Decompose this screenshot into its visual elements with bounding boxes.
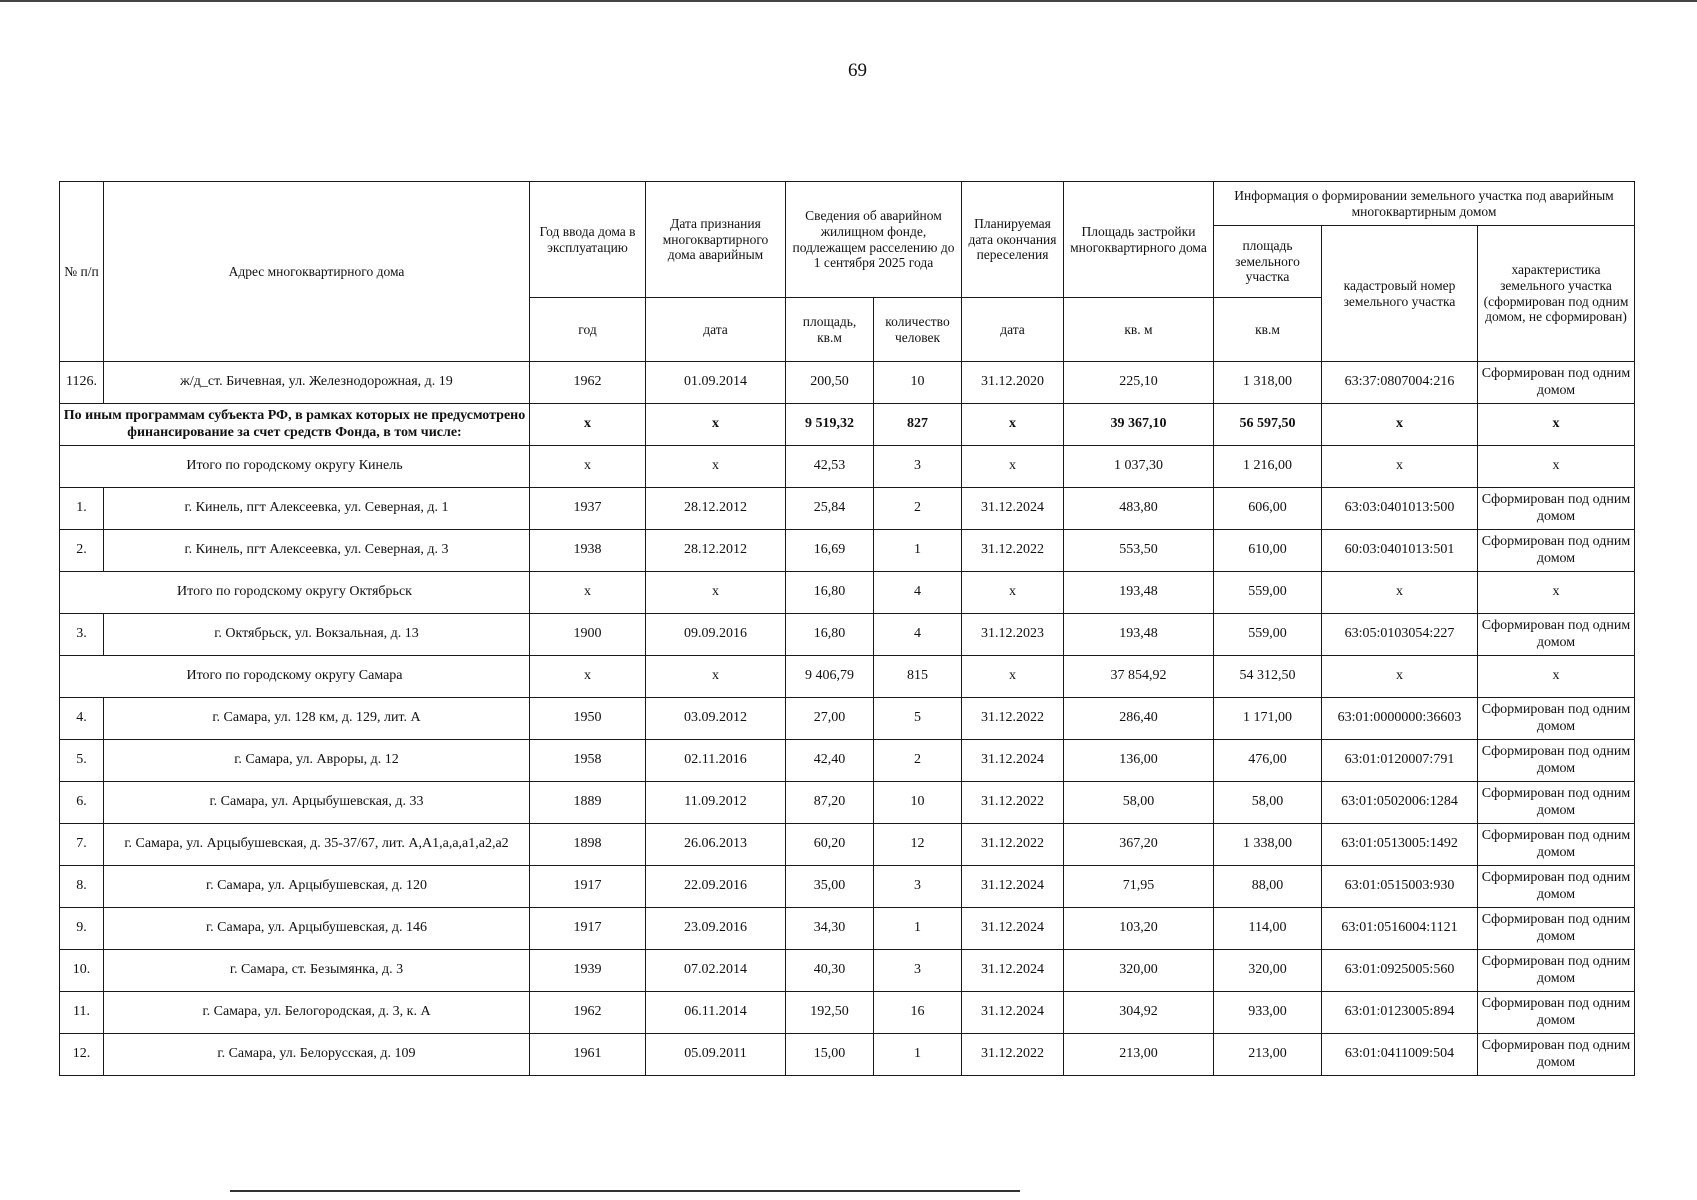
cell-area: 25,84 (786, 488, 874, 530)
row-address: г. Самара, ул. Белогородская, д. 3, к. А (104, 992, 530, 1034)
cell-cad: x (1322, 446, 1478, 488)
row-address: г. Кинель, пгт Алексеевка, ул. Северная, д. 1 (104, 488, 530, 530)
cell-date: 26.06.2013 (646, 824, 786, 866)
header-build-area: Площадь застройки многоквартирного дома (1064, 182, 1214, 298)
cell-people: 3 (874, 446, 962, 488)
cell-year: 1937 (530, 488, 646, 530)
cell-land: 1 318,00 (1214, 362, 1322, 404)
cell-area: 27,00 (786, 698, 874, 740)
cell-year: 1939 (530, 950, 646, 992)
subtotal-label: Итого по городскому округу Самара (60, 656, 530, 698)
cell-cad: x (1322, 572, 1478, 614)
cell-cad: 63:01:0513005:1492 (1322, 824, 1478, 866)
cell-people: 815 (874, 656, 962, 698)
cell-year: 1958 (530, 740, 646, 782)
cell-date: 03.09.2012 (646, 698, 786, 740)
top-edge-rule (0, 0, 1697, 2)
cell-build: 225,10 (1064, 362, 1214, 404)
cell-cad: 60:03:0401013:501 (1322, 530, 1478, 572)
cell-people: 1 (874, 908, 962, 950)
cell-area: 35,00 (786, 866, 874, 908)
cell-area: 9 406,79 (786, 656, 874, 698)
cell-cad: 63:05:0103054:227 (1322, 614, 1478, 656)
header-unit-date: дата (646, 298, 786, 362)
cell-char: x (1478, 446, 1635, 488)
row-number: 7. (60, 824, 104, 866)
cell-area: 15,00 (786, 1034, 874, 1076)
cell-build: 193,48 (1064, 572, 1214, 614)
table-row (60, 908, 1635, 950)
cell-land: 559,00 (1214, 614, 1322, 656)
cell-date: 28.12.2012 (646, 488, 786, 530)
table-row (60, 698, 1635, 740)
cell-land: 56 597,50 (1214, 404, 1322, 446)
row-address: г. Самара, ул. Арцыбушевская, д. 146 (104, 908, 530, 950)
row-address: г. Самара, ул. 128 км, д. 129, лит. А (104, 698, 530, 740)
header-emergency-info: Сведения об аварийном жилищном фонде, подлежащем расселению до 1 сентября 2025 года (786, 182, 962, 298)
cell-build: 304,92 (1064, 992, 1214, 1034)
table-row (60, 866, 1635, 908)
cell-cad: x (1322, 404, 1478, 446)
row-address: г. Кинель, пгт Алексеевка, ул. Северная, д. 3 (104, 530, 530, 572)
cell-cad: 63:01:0120007:791 (1322, 740, 1478, 782)
cell-date: 02.11.2016 (646, 740, 786, 782)
cell-end: 31.12.2022 (962, 824, 1064, 866)
table-row (60, 614, 1635, 656)
cell-cad: 63:01:0411009:504 (1322, 1034, 1478, 1076)
cell-land: 1 171,00 (1214, 698, 1322, 740)
bottom-edge-rule (230, 1190, 1020, 1192)
subtotal-row (60, 404, 1635, 446)
header-land-char: характеристика земельного участка (сформирован под одним домом, не сформирован) (1478, 226, 1635, 362)
row-number: 2. (60, 530, 104, 572)
cell-area: 42,53 (786, 446, 874, 488)
cell-date: 06.11.2014 (646, 992, 786, 1034)
cell-year: 1961 (530, 1034, 646, 1076)
cell-end: 31.12.2024 (962, 740, 1064, 782)
cell-year: x (530, 572, 646, 614)
cell-end: x (962, 446, 1064, 488)
header-recognition-date: Дата признания многоквартирного дома аварийным (646, 182, 786, 298)
cell-land: 606,00 (1214, 488, 1322, 530)
cell-char: x (1478, 404, 1635, 446)
subtotal-label: По иным программам субъекта РФ, в рамках которых не предусмотрено финансирование за счет средств Фонда, в том числе: (60, 404, 530, 446)
cell-end: 31.12.2022 (962, 530, 1064, 572)
cell-area: 40,30 (786, 950, 874, 992)
cell-build: 1 037,30 (1064, 446, 1214, 488)
cell-date: 11.09.2012 (646, 782, 786, 824)
cell-area: 192,50 (786, 992, 874, 1034)
cell-build: 103,20 (1064, 908, 1214, 950)
header-address: Адрес многоквартирного дома (104, 182, 530, 362)
cell-year: 1950 (530, 698, 646, 740)
cell-land: 88,00 (1214, 866, 1322, 908)
cell-char: Сформирован под одним домом (1478, 740, 1635, 782)
cell-build: 213,00 (1064, 1034, 1214, 1076)
cell-build: 71,95 (1064, 866, 1214, 908)
cell-char: Сформирован под одним домом (1478, 698, 1635, 740)
row-address: г. Самара, ул. Арцыбушевская, д. 120 (104, 866, 530, 908)
cell-build: 58,00 (1064, 782, 1214, 824)
cell-build: 286,40 (1064, 698, 1214, 740)
subtotal-label: Итого по городскому округу Октябрьск (60, 572, 530, 614)
cell-year: 1898 (530, 824, 646, 866)
table-row (60, 992, 1635, 1034)
cell-year: 1917 (530, 908, 646, 950)
cell-end: 31.12.2024 (962, 992, 1064, 1034)
header-unit-sqm2: кв.м (1214, 298, 1322, 362)
cell-build: 136,00 (1064, 740, 1214, 782)
cell-land: 476,00 (1214, 740, 1322, 782)
cell-date: 07.02.2014 (646, 950, 786, 992)
cell-people: 16 (874, 992, 962, 1034)
emergency-housing-table (59, 181, 1635, 1076)
cell-people: 1 (874, 530, 962, 572)
table-row (60, 950, 1635, 992)
cell-char: Сформирован под одним домом (1478, 362, 1635, 404)
row-number: 1. (60, 488, 104, 530)
cell-people: 1 (874, 1034, 962, 1076)
table-row (60, 782, 1635, 824)
cell-date: x (646, 656, 786, 698)
cell-build: 320,00 (1064, 950, 1214, 992)
row-number: 11. (60, 992, 104, 1034)
cell-build: 367,20 (1064, 824, 1214, 866)
header-unit-sqm: кв. м (1064, 298, 1214, 362)
row-address: г. Самара, ст. Безымянка, д. 3 (104, 950, 530, 992)
cell-end: 31.12.2024 (962, 908, 1064, 950)
cell-cad: 63:01:0515003:930 (1322, 866, 1478, 908)
row-number: 12. (60, 1034, 104, 1076)
cell-char: Сформирован под одним домом (1478, 992, 1635, 1034)
cell-area: 16,69 (786, 530, 874, 572)
table-row (60, 1034, 1635, 1076)
cell-land: 559,00 (1214, 572, 1322, 614)
cell-people: 2 (874, 488, 962, 530)
cell-end: 31.12.2020 (962, 362, 1064, 404)
cell-people: 827 (874, 404, 962, 446)
row-number: 5. (60, 740, 104, 782)
cell-end: x (962, 572, 1064, 614)
cell-char: x (1478, 656, 1635, 698)
cell-cad: x (1322, 656, 1478, 698)
cell-end: 31.12.2024 (962, 488, 1064, 530)
cell-char: Сформирован под одним домом (1478, 782, 1635, 824)
cell-char: Сформирован под одним домом (1478, 866, 1635, 908)
table-body (60, 362, 1635, 1076)
row-number: 8. (60, 866, 104, 908)
row-number: 10. (60, 950, 104, 992)
cell-people: 3 (874, 866, 962, 908)
table-row (60, 824, 1635, 866)
row-address: г. Самара, ул. Арцыбушевская, д. 35-37/67, лит. А,А1,а,а,а1,а2,а2 (104, 824, 530, 866)
cell-build: 483,80 (1064, 488, 1214, 530)
cell-year: x (530, 404, 646, 446)
subtotal-row (60, 656, 1635, 698)
cell-area: 60,20 (786, 824, 874, 866)
header-unit-year: год (530, 298, 646, 362)
cell-year: 1889 (530, 782, 646, 824)
cell-build: 39 367,10 (1064, 404, 1214, 446)
row-number: 9. (60, 908, 104, 950)
cell-end: 31.12.2022 (962, 1034, 1064, 1076)
cell-year: 1962 (530, 362, 646, 404)
cell-area: 16,80 (786, 614, 874, 656)
cell-people: 2 (874, 740, 962, 782)
cell-area: 34,30 (786, 908, 874, 950)
page-number: 69 (848, 60, 867, 81)
cell-cad: 63:03:0401013:500 (1322, 488, 1478, 530)
cell-end: x (962, 404, 1064, 446)
header-unit-date2: дата (962, 298, 1064, 362)
cell-char: x (1478, 572, 1635, 614)
cell-people: 4 (874, 572, 962, 614)
cell-land: 933,00 (1214, 992, 1322, 1034)
cell-date: 05.09.2011 (646, 1034, 786, 1076)
cell-end: 31.12.2024 (962, 950, 1064, 992)
header-land-info: Информация о формировании земельного участка под аварийным многоквартирным домом (1214, 182, 1635, 226)
header-cadastral: кадастровый номер земельного участка (1322, 226, 1478, 362)
cell-area: 9 519,32 (786, 404, 874, 446)
row-address: г. Самара, ул. Арцыбушевская, д. 33 (104, 782, 530, 824)
cell-char: Сформирован под одним домом (1478, 488, 1635, 530)
cell-char: Сформирован под одним домом (1478, 530, 1635, 572)
row-address: ж/д_ст. Бичевная, ул. Железнодорожная, д. 19 (104, 362, 530, 404)
cell-date: 28.12.2012 (646, 530, 786, 572)
cell-area: 42,40 (786, 740, 874, 782)
cell-date: x (646, 572, 786, 614)
table-row (60, 362, 1635, 404)
header-planned-end: Планируемая дата окончания переселения (962, 182, 1064, 298)
row-address: г. Самара, ул. Авроры, д. 12 (104, 740, 530, 782)
table-row (60, 530, 1635, 572)
cell-land: 610,00 (1214, 530, 1322, 572)
row-number: 1126. (60, 362, 104, 404)
subtotal-row (60, 572, 1635, 614)
cell-char: Сформирован под одним домом (1478, 824, 1635, 866)
cell-char: Сформирован под одним домом (1478, 950, 1635, 992)
header-land-area: площадь земельного участка (1214, 226, 1322, 298)
cell-end: 31.12.2022 (962, 782, 1064, 824)
cell-end: 31.12.2024 (962, 866, 1064, 908)
cell-end: x (962, 656, 1064, 698)
cell-cad: 63:01:0516004:1121 (1322, 908, 1478, 950)
row-address: г. Октябрьск, ул. Вокзальная, д. 13 (104, 614, 530, 656)
row-number: 4. (60, 698, 104, 740)
cell-date: 01.09.2014 (646, 362, 786, 404)
cell-people: 3 (874, 950, 962, 992)
cell-area: 200,50 (786, 362, 874, 404)
cell-people: 4 (874, 614, 962, 656)
cell-area: 16,80 (786, 572, 874, 614)
cell-cad: 63:01:0123005:894 (1322, 992, 1478, 1034)
cell-land: 1 338,00 (1214, 824, 1322, 866)
cell-area: 87,20 (786, 782, 874, 824)
cell-land: 1 216,00 (1214, 446, 1322, 488)
row-address: г. Самара, ул. Белорусская, д. 109 (104, 1034, 530, 1076)
cell-year: x (530, 446, 646, 488)
cell-char: Сформирован под одним домом (1478, 614, 1635, 656)
cell-land: 114,00 (1214, 908, 1322, 950)
cell-build: 37 854,92 (1064, 656, 1214, 698)
cell-land: 213,00 (1214, 1034, 1322, 1076)
cell-year: 1962 (530, 992, 646, 1034)
cell-cad: 63:01:0502006:1284 (1322, 782, 1478, 824)
cell-people: 10 (874, 782, 962, 824)
cell-date: 23.09.2016 (646, 908, 786, 950)
cell-people: 10 (874, 362, 962, 404)
cell-date: x (646, 404, 786, 446)
cell-cad: 63:37:0807004:216 (1322, 362, 1478, 404)
header-num: № п/п (60, 182, 104, 362)
header-unit-area: площадь, кв.м (786, 298, 874, 362)
subtotal-label: Итого по городскому округу Кинель (60, 446, 530, 488)
cell-date: 09.09.2016 (646, 614, 786, 656)
subtotal-row (60, 446, 1635, 488)
cell-end: 31.12.2022 (962, 698, 1064, 740)
cell-people: 5 (874, 698, 962, 740)
cell-land: 320,00 (1214, 950, 1322, 992)
cell-char: Сформирован под одним домом (1478, 908, 1635, 950)
row-number: 6. (60, 782, 104, 824)
cell-end: 31.12.2023 (962, 614, 1064, 656)
cell-people: 12 (874, 824, 962, 866)
cell-year: x (530, 656, 646, 698)
cell-date: x (646, 446, 786, 488)
cell-build: 553,50 (1064, 530, 1214, 572)
header-year: Год ввода дома в эксплуатацию (530, 182, 646, 298)
cell-build: 193,48 (1064, 614, 1214, 656)
table-row (60, 488, 1635, 530)
table-row (60, 740, 1635, 782)
cell-char: Сформирован под одним домом (1478, 1034, 1635, 1076)
cell-year: 1917 (530, 866, 646, 908)
cell-land: 54 312,50 (1214, 656, 1322, 698)
cell-year: 1938 (530, 530, 646, 572)
cell-cad: 63:01:0925005:560 (1322, 950, 1478, 992)
cell-land: 58,00 (1214, 782, 1322, 824)
cell-date: 22.09.2016 (646, 866, 786, 908)
header-unit-people: количество человек (874, 298, 962, 362)
cell-year: 1900 (530, 614, 646, 656)
cell-cad: 63:01:0000000:36603 (1322, 698, 1478, 740)
row-number: 3. (60, 614, 104, 656)
